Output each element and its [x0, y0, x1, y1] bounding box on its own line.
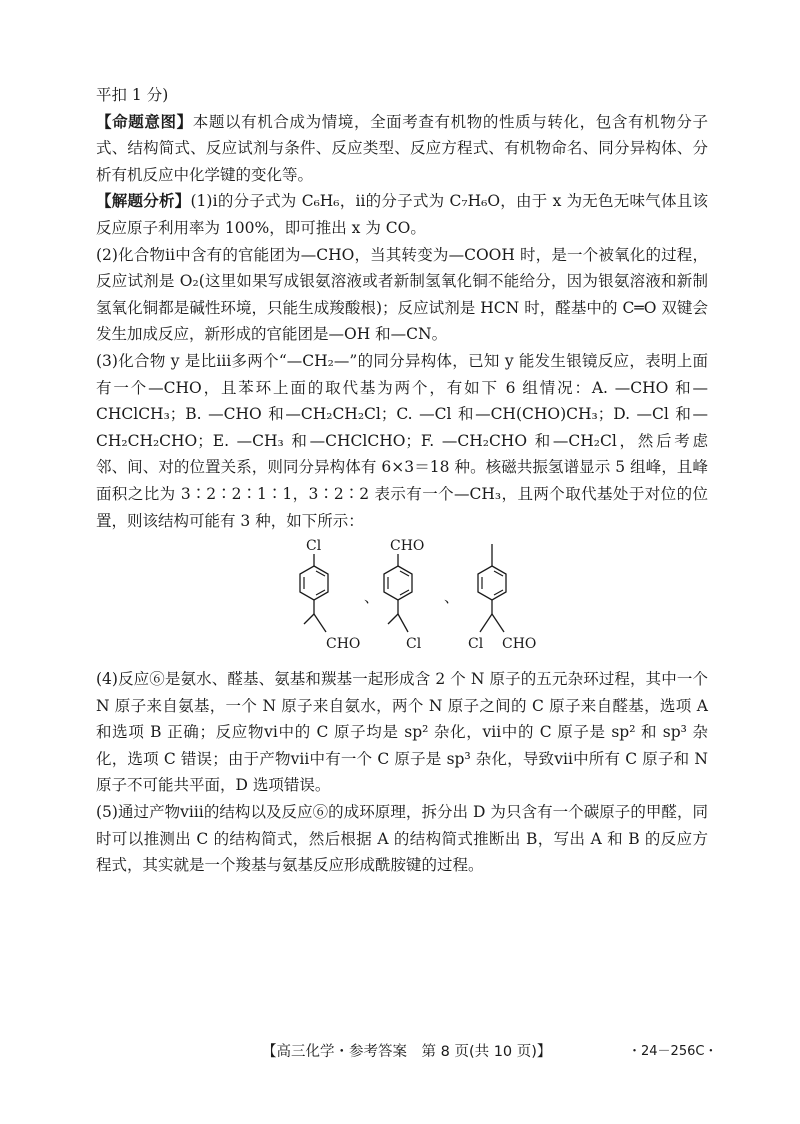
footer-page-info: 【高三化学・参考答案 第 8 页(共 10 页)】: [262, 1044, 552, 1060]
paragraph-intent: [96, 109, 708, 189]
structure-3: [454, 536, 554, 666]
intent-text: 本题以有机合成为情境，全面考查有机物的性质与转化，包含有机物分子式、结构简式、反应试剂与条件、反应类型、反应方程式、有机物命名、同分异构体、分析有机反应中化学键的变化等。: [96, 112, 708, 184]
paragraph-analysis-3: (3)化合物 y 是比ⅲ多两个“—CH₂—”的同分异构体，已知 y 能发生银镜反应，表明上面有一个—CHO，且苯环上面的取代基为两个，有如下 6 组情况：A. —CHO 和—CHClCH₃；B. —CHO 和—CH₂CH₂Cl；C. —Cl 和—CH(CHO)CH₃；D. —Cl 和—CH₂CH₂CHO；E. —CH₃ 和—CHClCHO；F. —CH₂CHO 和—CH₂Cl，然后考虑邻、间、对的位置关系，则同分异构体有 6×3＝18 种。核磁共振氢谱显示 5 组峰，且峰面积之比为 3∶2∶2∶1∶1，3∶2∶2 表示有一个—CH₃，且两个取代基处于对位的位置，则该结构可能有 3 种，如下所示：: [96, 351, 708, 530]
structure-1-top-label: Cl: [306, 538, 322, 555]
analysis-label: 【解题分析】: [96, 191, 191, 211]
paragraph-analysis-4: (4)反应⑥是氨水、醛基、氨基和羰基一起形成含 2 个 N 原子的五元杂环过程，其中一个 N 原子来自氨基，一个 N 原子来自氨水，两个 N 原子之间的 C 原子来自醛基，选项 A 和选项 B 正确；反应物ⅵ中的 C 原子均是 sp² 杂化，ⅶ中的 C 原子是 sp² 和 sp³ 杂化，选项 C 错误；由于产物ⅶ中有一个 C 原子是 sp³ 杂化，导致ⅶ中所有 C 原子和 N 原子不可能共平面，D 选项错误。: [96, 670, 708, 795]
structure-3-left-label: Cl: [468, 636, 484, 653]
footer-code: ・24－256C・: [628, 1044, 718, 1059]
page-footer: [0, 1040, 800, 1064]
intent-label: 【命题意图】: [96, 111, 193, 131]
analysis-text-1: (1)ⅰ的分子式为 C₆H₆，ⅱ的分子式为 C₇H₆O，由于 x 为无色无味气体且该反应原子利用率为 100%，即可推出 x 为 CO。: [96, 192, 708, 237]
structure-3-right-label: CHO: [502, 636, 537, 653]
structure-separator-2: 、: [444, 588, 460, 607]
structure-1-bottom-label: CHO: [326, 636, 361, 653]
structure-2-bottom-label: Cl: [406, 636, 422, 653]
structure-separator-1: 、: [364, 588, 380, 607]
answer-content: [96, 82, 708, 879]
paragraph-continuation: 平扣 1 分): [96, 86, 169, 104]
structure-figures: [96, 536, 708, 666]
paragraph-analysis-1: [96, 188, 708, 241]
structure-2-top-label: CHO: [390, 538, 425, 555]
structure-3-drawing: [454, 536, 554, 666]
paragraph-analysis-2: (2)化合物ⅱ中含有的官能团为—CHO，当其转变为—COOH 时，是一个被氧化的过程，反应试剂是 O₂(这里如果写成银氨溶液或者新制氢氧化铜不能给分，因为银氨溶液和新制氢氧化铜都是碱性环境，只能生成羧酸根)；反应试剂是 HCN 时，醛基中的 C═O 双键会发生加成反应，新形成的官能团是—OH 和—CN。: [96, 245, 708, 344]
paragraph-analysis-5: (5)通过产物ⅷ的结构以及反应⑥的成环原理，拆分出 D 为只含有一个碳原子的甲醛，同时可以推测出 C 的结构简式，然后根据 A 的结构简式推断出 B，写出 A 和 B 的反应方程式，其实就是一个羧基与氨基反应形成酰胺键的过程。: [96, 803, 708, 875]
